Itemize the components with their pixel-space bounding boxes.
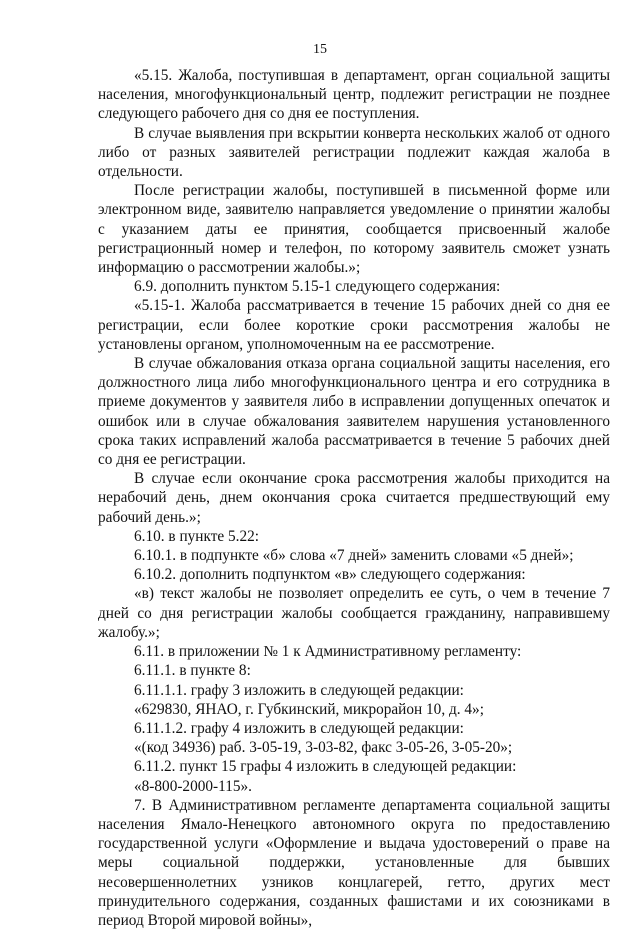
paragraph-registration-notice: После регистрации жалобы, поступившей в письменной форме или электронном виде, заявителю направляется уведомление о принятии жалобы с указанием даты ее принятия, сообщается присвоенный жалобе регистрационный номер и телефон, по которому заявитель сможет узнать информацию о рассмотрении жалобы.»; [98,182,610,277]
paragraph-6-11-1-1: 6.11.1.1. графу 3 изложить в следующей редакции: [134,681,464,699]
paragraph-7: 7. В Административном регламенте департамента социальной защиты населения Ямало-Ненецкого автономного округа по предоставлению государственной услуги «Оформление и выдача удостоверений о праве на меры социальной поддержки, установленные для бывших несовершеннолетних узников концлагерей, гетто, других мест принудительного содержания, созданных фашистами и их союзниками в период Второй мировой войны», [98,796,610,929]
paragraph-address: «629830, ЯНАО, г. Губкинский, микрорайон 10, д. 4»; [134,700,484,718]
paragraph-6-9: 6.9. дополнить пунктом 5.15-1 следующего содержания: [134,278,501,296]
paragraph-6-11-2: 6.11.2. пункт 15 графы 4 изложить в следующей редакции: [134,758,517,776]
paragraph-6-11-1-2: 6.11.1.2. графу 4 изложить в следующей редакции: [134,719,464,737]
paragraph-6-11-1: 6.11.1. в пункте 8: [134,662,251,680]
paragraph-5-15-1: «5.15-1. Жалоба рассматривается в течение 15 рабочих дней со дня ее регистрации, если более короткие сроки рассмотрения жалобы не установлены органом, уполномоченным на ее рассмотрение. [98,297,610,353]
paragraph-hotline: «8-800-2000-115». [134,777,252,795]
paragraph-6-10-2: 6.10.2. дополнить подпунктом «в» следующего содержания: [134,566,526,584]
paragraph-5-15: «5.15. Жалоба, поступившая в департамент, орган социальной защиты населения, многофункциональный центр, подлежит регистрации не позднее следующего рабочего дня со дня ее поступления. [98,67,610,123]
paragraph-6-11: 6.11. в приложении № 1 к Административному регламенту: [134,643,522,661]
document-body [98,66,610,930]
paragraph-6-10-1: 6.10.1. в подпункте «б» слова «7 дней» заменить словами «5 дней»; [134,547,574,565]
paragraph-subpoint-v: «в) текст жалобы не позволяет определить ее суть, о чем в течение 7 дней со дня регистрации жалобы сообщается гражданину, направившему жалобу.»; [98,585,610,641]
page-number: 15 [313,42,327,57]
paragraph-non-working-day: В случае если окончание срока рассмотрения жалобы приходится на нерабочий день, днем окончания срока считается предшествующий ему рабочий день.»; [98,470,610,526]
paragraph-appeal-refusal: В случае обжалования отказа органа социальной защиты населения, его должностного лица либо многофункционального центра и его сотрудника в приеме документов у заявителя либо в исправлении допущенных опечаток и ошибок или в случае обжалования заявителем нарушения установленного срока таких исправлений жалоба рассматривается в течение 5 рабочих дней со дня ее регистрации. [98,355,610,469]
paragraph-multiple-complaints: В случае выявления при вскрытии конверта нескольких жалоб от одного либо от разных заявителей регистрации подлежит каждая жалоба в отдельности. [98,124,610,181]
paragraph-6-10: 6.10. в пункте 5.22: [134,527,260,545]
paragraph-phones: «(код 34936) раб. 3-05-19, 3-03-82, факс 3-05-26, 3-05-20»; [134,739,513,757]
